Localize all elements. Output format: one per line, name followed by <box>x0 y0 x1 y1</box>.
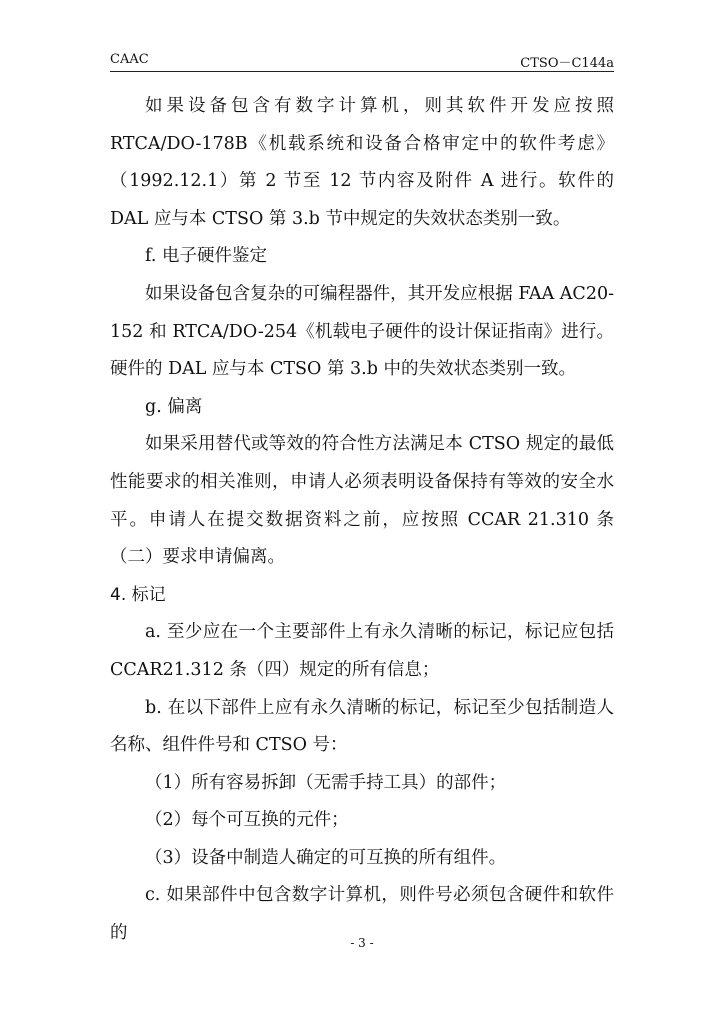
marking-item-c: c. 如果部件中包含数字计算机，则件号必须包含硬件和软件的 <box>110 885 614 944</box>
software-paragraph: 如果设备包含有数字计算机，则其软件开发应按照RTCA/DO-178B《机载系统和设备合格审定中的软件考虑》（1992.12.1）第 2 节至 12 节内容及附件 A 进行。软件的 DAL 应与本 CTSO 第 3.b 节中规定的失效状态类别一致。 <box>110 96 614 229</box>
document-body <box>110 88 614 953</box>
section-4-heading: 4. 标记 <box>110 584 166 605</box>
marking-subitem-3: （3）设备中制造人确定的可互换的所有组件。 <box>145 847 507 868</box>
marking-item-a: a. 至少应在一个主要部件上有永久清晰的标记，标记应包括 CCAR21.312 条（四）规定的所有信息； <box>110 622 614 680</box>
page-number: - 3 - <box>350 936 374 950</box>
hardware-paragraph: 如果设备包含复杂的可编程器件，其开发应根据 FAA AC20-152 和 RTCA/DO-254《机载电子硬件的设计保证指南》进行。硬件的 DAL 应与本 CTSO 第 3.b 中的失效状态类别一致。 <box>110 283 614 380</box>
marking-subitem-2: （2）每个可互换的元件； <box>145 810 349 831</box>
section-f-heading: f. 电子硬件鉴定 <box>145 246 267 267</box>
header-divider <box>110 71 614 72</box>
page-header <box>110 52 614 70</box>
marking-subitem-1: （1）所有容易拆卸（无需手持工具）的部件； <box>145 772 507 793</box>
section-g-heading: g. 偏离 <box>145 396 203 417</box>
deviation-paragraph: 如果采用替代或等效的符合性方法满足本 CTSO 规定的最低性能要求的相关准则，申请人必须表明设备保持有等效的安全水平。申请人在提交数据资料之前，应按照 CCAR 21.310 条（二）要求申请偏离。 <box>110 434 614 568</box>
header-right-label: CTSO－C144a <box>520 56 614 71</box>
marking-item-b: b. 在以下部件上应有永久清晰的标记，标记至少包括制造人名称、组件件号和 CTSO 号： <box>110 697 614 756</box>
header-left-label: CAAC <box>110 52 149 67</box>
